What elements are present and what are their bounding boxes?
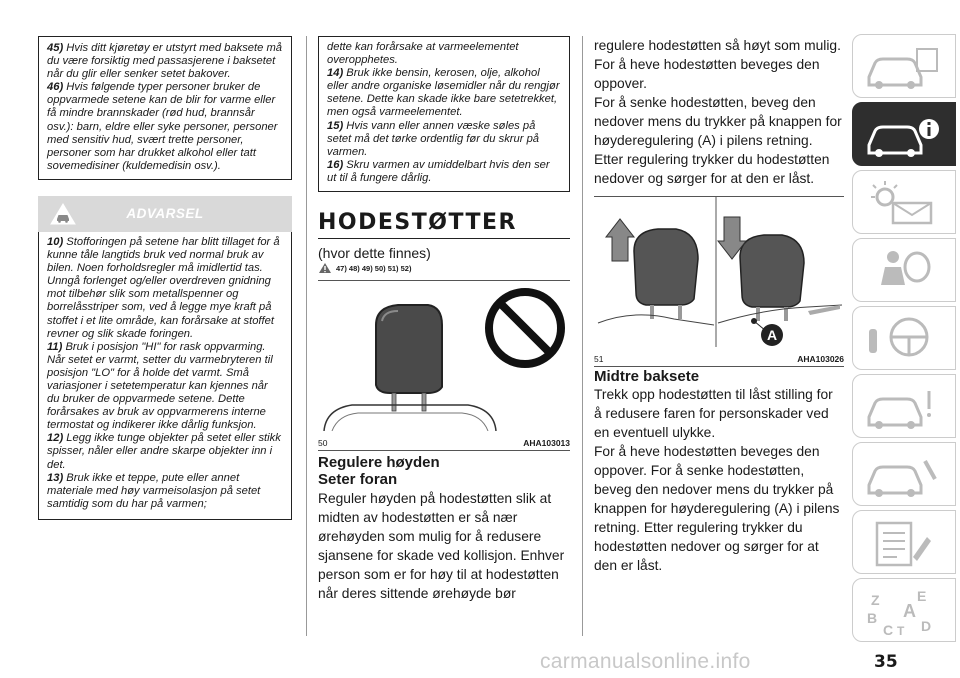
warning-title: ADVARSEL: [126, 205, 204, 221]
figure-number: 51: [594, 354, 604, 364]
note-text: Bruk ikke bensin, kerosen, olje, alkohol eller andre organiske løsemidler når du rengjør setene. Dette kan skade ikke bare setetrekket, men også varmeelementet.: [327, 67, 560, 119]
warning-item: [47, 341, 283, 433]
chapter-sidebar: [852, 34, 958, 646]
index-letter: Z: [871, 592, 880, 608]
note-text: Hvis vann eller annen væske søles på setet må det tørke ordentlig før du skrur på varmen.: [327, 119, 540, 158]
note-text: dette kan forårsake at varmeelementet overopphetes.: [327, 41, 519, 67]
warning-number: 13): [47, 471, 64, 484]
warning-text: Legg ikke tunge objekter på setet eller stikk spisser, nåler eller andre skarpe objekter inn i det.: [47, 432, 281, 471]
warning-item: [47, 432, 283, 471]
index-letter: T: [897, 624, 905, 637]
body-paragraph: regulere hodestøtten så høyt som mulig.: [594, 38, 841, 53]
note-number: 16): [327, 158, 344, 171]
index-letter: E: [917, 588, 927, 604]
index-letters-icon: [863, 585, 943, 637]
subheading-front-seats: Seter foran: [318, 471, 398, 489]
warning-number: 10): [47, 235, 64, 248]
warning-item: [47, 472, 283, 511]
warning-number: 12): [47, 432, 64, 445]
warning-number: 11): [47, 340, 63, 353]
section-heading: HODESTØTTER: [318, 210, 517, 236]
figure-code: AHA103013: [523, 438, 570, 449]
note-number: 14): [327, 67, 344, 80]
note-text: Hvis følgende typer personer bruker de oppvarmede setene kan de blir for varme eller få mindre brannskader (rød hud, brannsår osv.): barn, eldre eller syke personer, personer med sensitiv hud, svært trette personer, personer som har drukket alkohol eller tatt sovemedisiner (kuldemedisin osv.).: [47, 81, 278, 172]
body-paragraph: Trekk opp hodestøtten til låst stilling for å redusere faren for personskader ved en eventuell ulykke.: [594, 387, 833, 440]
watermark: carmanualsonline.info: [540, 650, 751, 673]
heading-rule: [318, 238, 570, 239]
warning-light-message-icon: [863, 177, 943, 229]
car-emergency-icon: [863, 381, 943, 433]
note-item: [327, 67, 561, 119]
index-letter: C: [883, 622, 894, 637]
column-divider: [306, 36, 307, 636]
note-number: 46): [47, 81, 64, 94]
figure-caption: [594, 352, 844, 366]
warning-header: [38, 196, 292, 232]
warning-references: [318, 262, 570, 274]
body-paragraph: For å heve hodestøtten beveges den oppover. For å senke hodestøtten, beveg den nedover mens du trykker på knappen for høyderegulering (A) i pilens retning. Etter regulering trykker du hodestøtten nedover og sørger for at den er låst.: [594, 444, 840, 573]
car-maintenance-icon: [863, 449, 943, 501]
figure-code: AHA103026: [797, 354, 844, 364]
subheading-middle-rear-seat: Midtre baksete: [594, 368, 700, 385]
availability-note: (hvor dette finnes): [318, 245, 431, 262]
note-number: 15): [327, 119, 344, 132]
index-letter: A: [903, 601, 916, 621]
figure-caption: [318, 436, 570, 450]
tab-starting-driving[interactable]: [852, 306, 956, 370]
note-item: [327, 120, 561, 159]
warning-text: Bruk ikke et teppe, pute eller annet materiale med høy varmeisolasjon på setet samtidig som du har på varmen;: [47, 471, 261, 510]
note-item: [327, 159, 561, 185]
figure-headrest-adjust: [594, 196, 844, 367]
note-box: [38, 36, 292, 180]
tab-car-dashboard[interactable]: [852, 34, 956, 98]
note-box: [318, 36, 570, 192]
index-letter: D: [921, 618, 932, 634]
tab-index[interactable]: [852, 578, 956, 642]
tab-emergency[interactable]: [852, 374, 956, 438]
car-info-icon: [863, 109, 943, 161]
column-middle: [318, 36, 570, 603]
car-dashboard-icon: [863, 41, 943, 93]
column-divider: [582, 36, 583, 636]
airbag-person-icon: [863, 245, 943, 297]
specifications-list-icon: [863, 517, 943, 569]
page-number: 35: [874, 652, 898, 672]
note-number: 45): [47, 42, 64, 54]
index-letter: B: [867, 610, 878, 626]
warning-item: [47, 236, 283, 341]
body-paragraph: Reguler høyden på hodestøtten slik at midten av hodestøtten er så nær ørehøyden som mulig for å redusere sjansene for skade ved kollisjon. Enhver person som er for høy til at hodestøtten når deres sittende ørehøyde bør: [318, 491, 565, 602]
subheading-adjust-height: Regulere høyden: [318, 454, 440, 472]
note-item: [47, 42, 283, 81]
tab-safety[interactable]: [852, 238, 956, 302]
warning-triangle-icon: [318, 262, 332, 274]
callout-a-label: A: [766, 327, 778, 343]
body-paragraph: For å heve hodestøtten beveges den oppover.: [594, 57, 820, 91]
note-text: Skru varmen av umiddelbart hvis den ser ut til å fungere dårlig.: [327, 158, 550, 184]
figure-number: 50: [318, 438, 328, 449]
note-text: Hvis ditt kjøretøy er utstyrt med baksete må du være forsiktig med passasjerene i baksetet når du glir eller senker setet bakover.: [47, 42, 283, 81]
column-left: [38, 36, 292, 520]
steering-wheel-key-icon: [863, 313, 943, 365]
note-item: [327, 41, 561, 67]
headrest-illustration: [318, 281, 570, 431]
figure-headrest: [318, 280, 570, 451]
warning-text: Stofforingen på setene har blitt tillaget for å kunne tåle langtids bruk ved normal bruk av bilen. Noen forholdsregler må imidlertid tas. Unngå forlenget og/eller overdreven gnidning mot tilbehør slik som metallspenner og borrelåsstriper som, ved å legge mye kraft på stoffet i et lite område, kan forårsake at stoffet revner og slik skade foringen.: [47, 235, 280, 340]
tab-specifications[interactable]: [852, 510, 956, 574]
warning-text: Bruk i posisjon "HI" for rask oppvarming. Når setet er varmt, setter du varmebryteren til posisjon "LO" for å holde det varmt. Små variasjoner i setetemperatur kan kjennes når du bruker de oppvarmede setene. Dette forårsakes av bruk av oppvarmerens interne termostat og indikerer ikke dårlig funksjon.: [47, 340, 273, 432]
note-item: [47, 81, 283, 173]
headrest-adjust-illustration: [594, 197, 844, 347]
body-paragraph: For å senke hodestøtten, beveg den nedover mens du trykker på knappen for høyderegulering (A) i pilens retning. Etter regulering trykker du hodestøtten nedover og sørger for at den er låst.: [594, 95, 842, 186]
warning-box: [38, 232, 292, 520]
tab-car-info[interactable]: [852, 102, 956, 166]
tab-warning-lights[interactable]: [852, 170, 956, 234]
reference-numbers: 47) 48) 49) 50) 51) 52): [336, 263, 412, 273]
column-right: [594, 36, 844, 575]
tab-maintenance[interactable]: [852, 442, 956, 506]
